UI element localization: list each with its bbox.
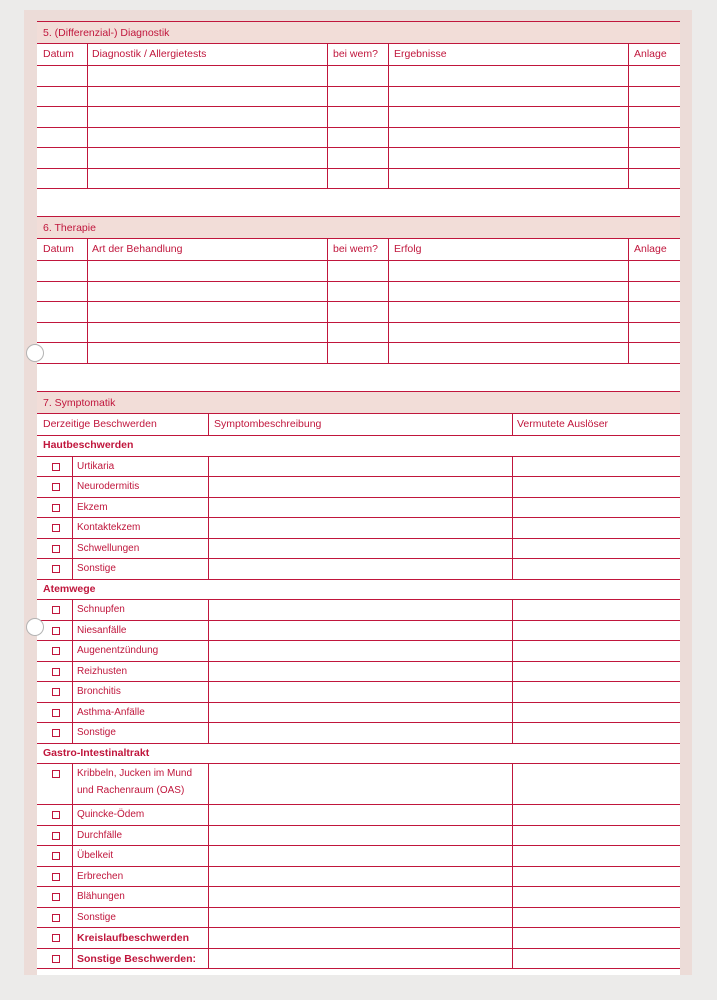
symptom-label: Sonstige: [77, 563, 116, 574]
header-bei-wem: bei wem?: [333, 48, 378, 60]
punch-hole: [26, 618, 44, 636]
symptom-label: Urtikaria: [77, 461, 115, 472]
symptom-label: Kreislaufbeschwerden: [77, 932, 190, 944]
symptom-label: Asthma-Anfälle: [77, 707, 145, 718]
punch-hole: [26, 344, 44, 362]
header-bei-wem: bei wem?: [333, 243, 378, 255]
header-diagnostik: Diagnostik / Allergietests: [92, 48, 207, 60]
checkbox[interactable]: [52, 709, 60, 717]
symptom-label: Sonstige: [77, 912, 116, 923]
symptom-label: Neurodermitis: [77, 481, 140, 492]
header-datum: Datum: [43, 243, 74, 255]
symptom-label: Kribbeln, Jucken im Mund: [77, 768, 193, 779]
checkbox[interactable]: [52, 811, 60, 819]
checkbox[interactable]: [52, 770, 60, 778]
symptom-label: Niesanfälle: [77, 625, 127, 636]
checkbox[interactable]: [52, 627, 60, 635]
header-symptombeschreibung: Symptombeschreibung: [214, 418, 322, 430]
group-label: Gastro-Intestinaltrakt: [43, 746, 150, 759]
header-erfolg: Erfolg: [394, 243, 422, 255]
symptom-label: Quincke-Ödem: [77, 809, 145, 820]
checkbox[interactable]: [52, 852, 60, 860]
checkbox[interactable]: [52, 832, 60, 840]
symptom-label: Schnupfen: [77, 604, 125, 615]
checkbox[interactable]: [52, 483, 60, 491]
checkbox[interactable]: [52, 955, 60, 963]
header-ergebnisse: Ergebnisse: [394, 48, 447, 60]
symptom-label: Reizhusten: [77, 666, 128, 677]
checkbox[interactable]: [52, 647, 60, 655]
section-title-symptomatik: 7. Symptomatik: [37, 391, 680, 413]
symptom-label: Ekzem: [77, 502, 108, 513]
header-ausloeser: Vermutete Auslöser: [517, 418, 609, 430]
header-beschwerden: Derzeitige Beschwerden: [43, 418, 157, 430]
form-sheet: [24, 10, 692, 975]
symptom-label: und Rachenraum (OAS): [77, 785, 185, 797]
symptom-label: Bronchitis: [77, 686, 121, 697]
header-anlage: Anlage: [634, 48, 667, 60]
form-page: [37, 21, 680, 975]
symptom-label: Blähungen: [77, 891, 125, 902]
checkbox[interactable]: [52, 524, 60, 532]
section-title-therapie: 6. Therapie: [37, 216, 680, 238]
checkbox[interactable]: [52, 668, 60, 676]
symptom-label: Schwellungen: [77, 543, 140, 554]
group-label: Hautbeschwerden: [43, 439, 134, 451]
checkbox[interactable]: [52, 688, 60, 696]
symptom-label: Augenentzündung: [77, 645, 159, 656]
symptom-label: Erbrechen: [77, 871, 124, 882]
symptom-label: Durchfälle: [77, 830, 123, 841]
symptom-label: Sonstige: [77, 727, 116, 738]
checkbox[interactable]: [52, 504, 60, 512]
checkbox[interactable]: [52, 463, 60, 471]
header-anlage: Anlage: [634, 243, 667, 255]
header-datum: Datum: [43, 48, 74, 60]
checkbox[interactable]: [52, 729, 60, 737]
checkbox[interactable]: [52, 914, 60, 922]
checkbox[interactable]: [52, 565, 60, 573]
checkbox[interactable]: [52, 606, 60, 614]
symptom-label: Übelkeit: [77, 850, 114, 861]
checkbox[interactable]: [52, 873, 60, 881]
group-label: Atemwege: [43, 582, 96, 595]
checkbox[interactable]: [52, 545, 60, 553]
section-title-diagnostik: 5. (Differenzial-) Diagnostik: [37, 21, 680, 43]
header-behandlung: Art der Behandlung: [92, 243, 183, 255]
symptom-label: Kontaktekzem: [77, 522, 141, 533]
checkbox[interactable]: [52, 934, 60, 942]
checkbox[interactable]: [52, 893, 60, 901]
symptom-label: Sonstige Beschwerden:: [77, 953, 197, 965]
